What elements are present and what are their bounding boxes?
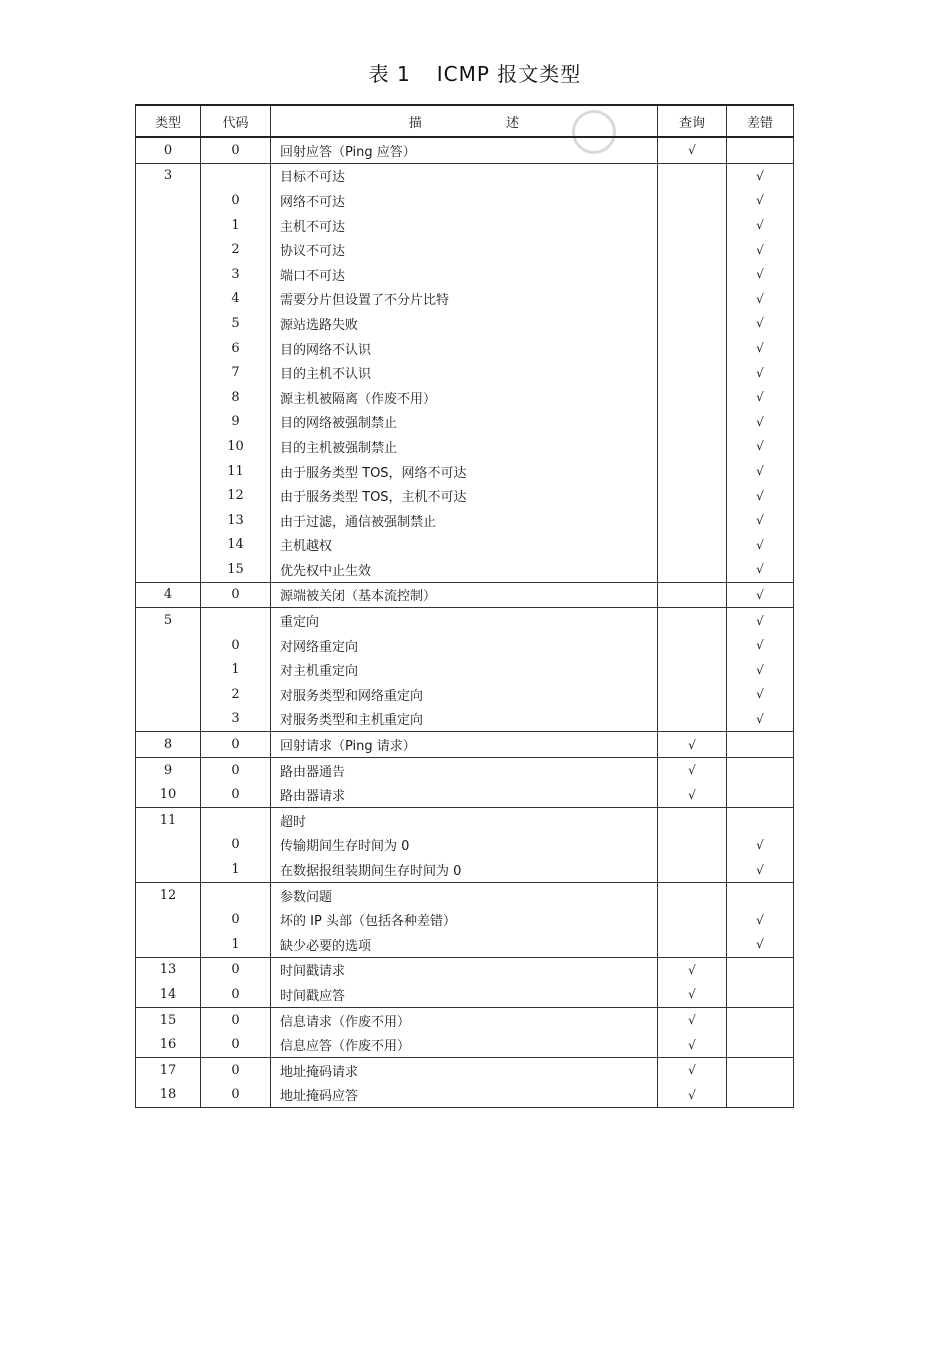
cell-description: 信息请求（作废不用） xyxy=(271,1007,658,1032)
table-row xyxy=(136,459,794,484)
cell-code: 4 xyxy=(201,287,271,312)
cell-query-check xyxy=(658,336,727,361)
table-row xyxy=(136,287,794,312)
cell-query-check: √ xyxy=(658,982,727,1007)
cell-query-check xyxy=(658,508,727,533)
cell-type xyxy=(136,533,201,558)
table-row xyxy=(136,657,794,682)
table-row xyxy=(136,213,794,238)
cell-query-check xyxy=(658,707,727,732)
cell-error-check: √ xyxy=(727,633,794,658)
table-row xyxy=(136,1057,794,1082)
cell-query-check: √ xyxy=(658,1007,727,1032)
cell-error-check: √ xyxy=(727,360,794,385)
cell-query-check xyxy=(658,237,727,262)
cell-error-check: √ xyxy=(727,434,794,459)
cell-code: 9 xyxy=(201,410,271,435)
table-row xyxy=(136,732,794,758)
cell-type xyxy=(136,833,201,858)
table-row xyxy=(136,1032,794,1057)
icmp-message-type-table xyxy=(135,104,794,1108)
table-row xyxy=(136,360,794,385)
cell-code: 0 xyxy=(201,1007,271,1032)
cell-type: 4 xyxy=(136,582,201,608)
cell-description: 回射应答（Ping 应答） xyxy=(271,137,658,163)
cell-query-check xyxy=(658,833,727,858)
cell-type xyxy=(136,857,201,882)
cell-query-check: √ xyxy=(658,1032,727,1057)
cell-description: 协议不可达 xyxy=(271,237,658,262)
table-row xyxy=(136,1007,794,1032)
cell-code: 0 xyxy=(201,188,271,213)
cell-type: 18 xyxy=(136,1083,201,1108)
cell-error-check: √ xyxy=(727,907,794,932)
cell-type xyxy=(136,311,201,336)
table-row xyxy=(136,833,794,858)
table-row xyxy=(136,336,794,361)
cell-error-check: √ xyxy=(727,833,794,858)
cell-code: 0 xyxy=(201,907,271,932)
table-row xyxy=(136,163,794,188)
cell-description: 传输期间生存时间为 0 xyxy=(271,833,658,858)
cell-type xyxy=(136,459,201,484)
cell-query-check: √ xyxy=(658,957,727,982)
cell-code: 15 xyxy=(201,557,271,582)
cell-error-check: √ xyxy=(727,163,794,188)
cell-query-check: √ xyxy=(658,137,727,163)
header-type: 类型 xyxy=(136,105,201,137)
table-row xyxy=(136,311,794,336)
cell-type xyxy=(136,932,201,957)
cell-description: 对服务类型和网络重定向 xyxy=(271,682,658,707)
cell-code: 1 xyxy=(201,932,271,957)
cell-description: 超时 xyxy=(271,808,658,833)
cell-query-check xyxy=(658,459,727,484)
cell-error-check xyxy=(727,1083,794,1108)
table-row xyxy=(136,808,794,833)
cell-description: 目的主机不认识 xyxy=(271,360,658,385)
cell-description: 参数问题 xyxy=(271,882,658,907)
cell-code: 0 xyxy=(201,582,271,608)
cell-code: 0 xyxy=(201,833,271,858)
cell-query-check: √ xyxy=(658,1083,727,1108)
table-row xyxy=(136,533,794,558)
cell-query-check xyxy=(658,262,727,287)
cell-description: 由于服务类型 TOS，主机不可达 xyxy=(271,483,658,508)
cell-error-check: √ xyxy=(727,533,794,558)
cell-error-check: √ xyxy=(727,657,794,682)
cell-description: 回射请求（Ping 请求） xyxy=(271,732,658,758)
cell-code: 13 xyxy=(201,508,271,533)
cell-description: 重定向 xyxy=(271,608,658,633)
cell-description: 对服务类型和主机重定向 xyxy=(271,707,658,732)
cell-type xyxy=(136,508,201,533)
table-row xyxy=(136,1083,794,1108)
cell-type: 8 xyxy=(136,732,201,758)
table-row xyxy=(136,137,794,163)
cell-type xyxy=(136,907,201,932)
cell-error-check xyxy=(727,732,794,758)
cell-error-check: √ xyxy=(727,188,794,213)
cell-query-check xyxy=(658,907,727,932)
cell-description: 源站选路失败 xyxy=(271,311,658,336)
table-row xyxy=(136,882,794,907)
cell-query-check xyxy=(658,533,727,558)
cell-error-check xyxy=(727,137,794,163)
cell-code: 8 xyxy=(201,385,271,410)
cell-code: 14 xyxy=(201,533,271,558)
cell-query-check xyxy=(658,557,727,582)
cell-code: 10 xyxy=(201,434,271,459)
header-query: 查询 xyxy=(658,105,727,137)
table-row xyxy=(136,483,794,508)
cell-code: 2 xyxy=(201,682,271,707)
cell-query-check xyxy=(658,188,727,213)
cell-code xyxy=(201,808,271,833)
table-row xyxy=(136,957,794,982)
cell-type xyxy=(136,213,201,238)
cell-code: 0 xyxy=(201,982,271,1007)
cell-error-check: √ xyxy=(727,213,794,238)
table-row xyxy=(136,707,794,732)
cell-query-check: √ xyxy=(658,1057,727,1082)
cell-query-check: √ xyxy=(658,732,727,758)
cell-description: 坏的 IP 头部（包括各种差错） xyxy=(271,907,658,932)
cell-description: 由于服务类型 TOS，网络不可达 xyxy=(271,459,658,484)
cell-query-check xyxy=(658,385,727,410)
header-description: 描 述 xyxy=(271,105,658,137)
cell-query-check xyxy=(658,311,727,336)
cell-type: 0 xyxy=(136,137,201,163)
cell-query-check xyxy=(658,582,727,608)
table-row xyxy=(136,682,794,707)
cell-type: 11 xyxy=(136,808,201,833)
cell-type xyxy=(136,188,201,213)
cell-query-check xyxy=(658,163,727,188)
cell-type xyxy=(136,434,201,459)
cell-query-check xyxy=(658,608,727,633)
cell-description: 源主机被隔离（作废不用） xyxy=(271,385,658,410)
table-row xyxy=(136,410,794,435)
cell-type xyxy=(136,557,201,582)
cell-type: 10 xyxy=(136,782,201,807)
cell-query-check xyxy=(658,657,727,682)
cell-type xyxy=(136,410,201,435)
cell-type xyxy=(136,682,201,707)
cell-description: 信息应答（作废不用） xyxy=(271,1032,658,1057)
cell-error-check xyxy=(727,757,794,782)
cell-type: 17 xyxy=(136,1057,201,1082)
cell-error-check: √ xyxy=(727,857,794,882)
cell-query-check xyxy=(658,857,727,882)
cell-description: 网络不可达 xyxy=(271,188,658,213)
cell-code: 5 xyxy=(201,311,271,336)
cell-error-check: √ xyxy=(727,932,794,957)
cell-type xyxy=(136,262,201,287)
cell-query-check xyxy=(658,434,727,459)
cell-error-check xyxy=(727,782,794,807)
cell-type xyxy=(136,385,201,410)
cell-code xyxy=(201,163,271,188)
cell-error-check: √ xyxy=(727,608,794,633)
cell-query-check xyxy=(658,808,727,833)
cell-description: 路由器请求 xyxy=(271,782,658,807)
table-row xyxy=(136,982,794,1007)
cell-description: 优先权中止生效 xyxy=(271,557,658,582)
table-row xyxy=(136,237,794,262)
cell-description: 时间戳应答 xyxy=(271,982,658,1007)
table-row xyxy=(136,932,794,957)
cell-code: 1 xyxy=(201,857,271,882)
cell-query-check xyxy=(658,932,727,957)
cell-error-check: √ xyxy=(727,707,794,732)
table-row xyxy=(136,262,794,287)
table-title: ICMP 报文类型 xyxy=(436,62,582,86)
table-row xyxy=(136,188,794,213)
cell-description: 目的主机被强制禁止 xyxy=(271,434,658,459)
cell-description: 地址掩码请求 xyxy=(271,1057,658,1082)
cell-error-check: √ xyxy=(727,287,794,312)
cell-description: 目的网络不认识 xyxy=(271,336,658,361)
cell-error-check: √ xyxy=(727,237,794,262)
cell-type: 5 xyxy=(136,608,201,633)
cell-query-check xyxy=(658,682,727,707)
cell-description: 主机越权 xyxy=(271,533,658,558)
cell-error-check xyxy=(727,882,794,907)
cell-type: 14 xyxy=(136,982,201,1007)
cell-description: 路由器通告 xyxy=(271,757,658,782)
cell-description: 缺少必要的选项 xyxy=(271,932,658,957)
table-row xyxy=(136,608,794,633)
page-title xyxy=(0,58,950,87)
cell-code xyxy=(201,608,271,633)
cell-type xyxy=(136,360,201,385)
cell-type: 16 xyxy=(136,1032,201,1057)
cell-error-check: √ xyxy=(727,311,794,336)
cell-type xyxy=(136,483,201,508)
cell-error-check: √ xyxy=(727,262,794,287)
cell-code: 6 xyxy=(201,336,271,361)
cell-code: 1 xyxy=(201,213,271,238)
cell-description: 主机不可达 xyxy=(271,213,658,238)
cell-code: 0 xyxy=(201,732,271,758)
cell-query-check: √ xyxy=(658,757,727,782)
cell-code: 0 xyxy=(201,137,271,163)
cell-type xyxy=(136,237,201,262)
cell-query-check xyxy=(658,213,727,238)
cell-error-check xyxy=(727,1057,794,1082)
table-row xyxy=(136,907,794,932)
cell-query-check xyxy=(658,410,727,435)
cell-query-check xyxy=(658,360,727,385)
cell-description: 对网络重定向 xyxy=(271,633,658,658)
table-row xyxy=(136,633,794,658)
cell-description: 端口不可达 xyxy=(271,262,658,287)
cell-error-check: √ xyxy=(727,483,794,508)
header-error: 差错 xyxy=(727,105,794,137)
cell-description: 由于过滤，通信被强制禁止 xyxy=(271,508,658,533)
cell-type: 15 xyxy=(136,1007,201,1032)
cell-code: 0 xyxy=(201,757,271,782)
cell-type xyxy=(136,657,201,682)
cell-error-check: √ xyxy=(727,508,794,533)
cell-code: 0 xyxy=(201,1032,271,1057)
cell-code: 12 xyxy=(201,483,271,508)
cell-error-check xyxy=(727,1007,794,1032)
table-row xyxy=(136,857,794,882)
cell-error-check xyxy=(727,982,794,1007)
cell-query-check xyxy=(658,633,727,658)
cell-code xyxy=(201,882,271,907)
cell-query-check xyxy=(658,287,727,312)
cell-description: 目标不可达 xyxy=(271,163,658,188)
cell-query-check: √ xyxy=(658,782,727,807)
cell-description: 对主机重定向 xyxy=(271,657,658,682)
cell-code: 0 xyxy=(201,782,271,807)
cell-description: 目的网络被强制禁止 xyxy=(271,410,658,435)
cell-description: 需要分片但设置了不分片比特 xyxy=(271,287,658,312)
cell-code: 3 xyxy=(201,262,271,287)
cell-code: 11 xyxy=(201,459,271,484)
table-body xyxy=(136,137,794,1108)
cell-type: 12 xyxy=(136,882,201,907)
cell-code: 0 xyxy=(201,1057,271,1082)
table-row xyxy=(136,434,794,459)
cell-code: 1 xyxy=(201,657,271,682)
table-row xyxy=(136,557,794,582)
cell-error-check xyxy=(727,808,794,833)
cell-error-check xyxy=(727,1032,794,1057)
cell-error-check xyxy=(727,957,794,982)
table-number: 表 1 xyxy=(368,62,411,86)
table-row xyxy=(136,582,794,608)
cell-query-check xyxy=(658,882,727,907)
cell-type xyxy=(136,287,201,312)
cell-type xyxy=(136,707,201,732)
table-header-row xyxy=(136,105,794,137)
cell-code: 0 xyxy=(201,633,271,658)
table-row xyxy=(136,508,794,533)
cell-type xyxy=(136,336,201,361)
table-row xyxy=(136,757,794,782)
cell-code: 3 xyxy=(201,707,271,732)
cell-description: 时间戳请求 xyxy=(271,957,658,982)
cell-code: 0 xyxy=(201,1083,271,1108)
cell-error-check: √ xyxy=(727,557,794,582)
cell-description: 在数据报组装期间生存时间为 0 xyxy=(271,857,658,882)
cell-error-check: √ xyxy=(727,336,794,361)
cell-error-check: √ xyxy=(727,385,794,410)
cell-error-check: √ xyxy=(727,582,794,608)
cell-error-check: √ xyxy=(727,410,794,435)
cell-code: 2 xyxy=(201,237,271,262)
cell-type: 9 xyxy=(136,757,201,782)
cell-type xyxy=(136,633,201,658)
cell-query-check xyxy=(658,483,727,508)
table-row xyxy=(136,385,794,410)
table-row xyxy=(136,782,794,807)
cell-code: 0 xyxy=(201,957,271,982)
cell-error-check: √ xyxy=(727,459,794,484)
cell-type: 3 xyxy=(136,163,201,188)
header-code: 代码 xyxy=(201,105,271,137)
cell-description: 源端被关闭（基本流控制） xyxy=(271,582,658,608)
cell-error-check: √ xyxy=(727,682,794,707)
cell-type: 13 xyxy=(136,957,201,982)
cell-code: 7 xyxy=(201,360,271,385)
cell-description: 地址掩码应答 xyxy=(271,1083,658,1108)
